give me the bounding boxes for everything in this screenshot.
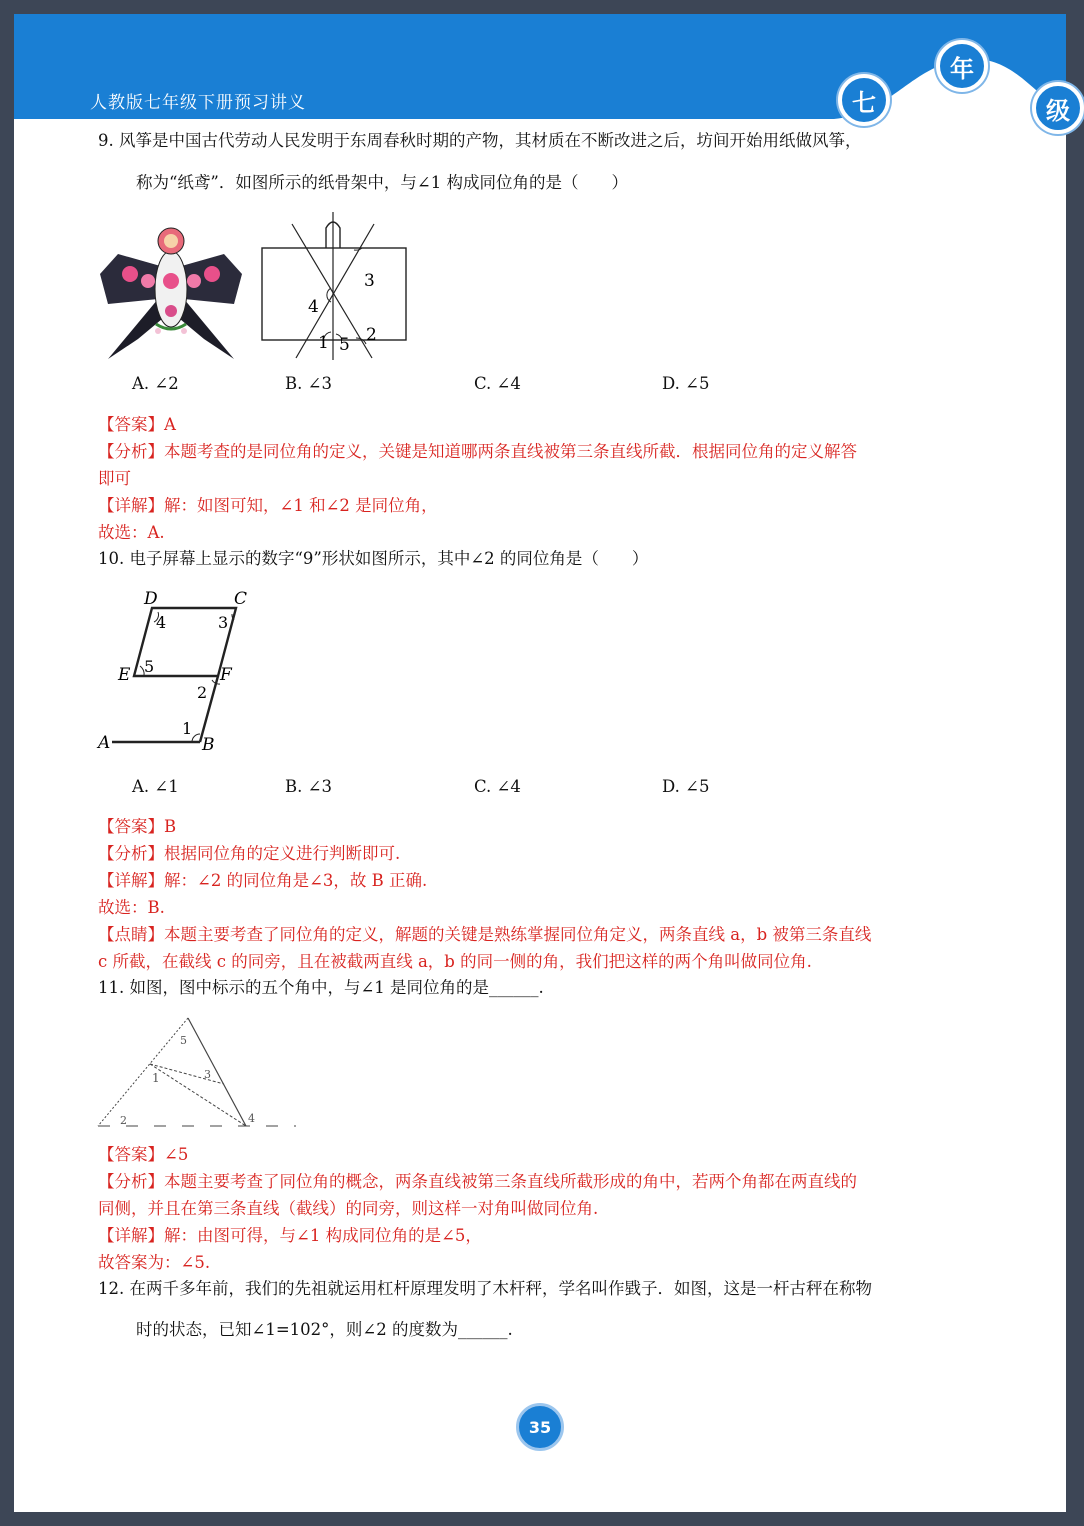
q9-choose: 故选：A.: [98, 523, 165, 542]
q9-fig-label-5: 5: [339, 335, 350, 355]
q11-label-3: 3: [204, 1068, 211, 1081]
triangle-diagram: [96, 1014, 306, 1134]
q10-option-c: C. ∠4: [474, 777, 521, 796]
q10-option-d: D. ∠5: [662, 777, 710, 796]
grade-badge-seven: 七: [838, 74, 890, 126]
q10-label-d: D: [144, 589, 158, 609]
q10-label-a: A: [98, 733, 111, 753]
q9-fig-label-2: 2: [366, 325, 377, 345]
q10-comment-line2: c 所截，在截线 c 的同旁，且在被截两直线 a，b 的同一侧的角，我们把这样的两个角叫做同位角.: [98, 952, 812, 971]
q10-label-f: F: [220, 665, 232, 685]
q10-option-b: B. ∠3: [285, 777, 332, 796]
q11-analysis-line2: 同侧，并且在第三条直线（截线）的同旁，则这样一对角叫做同位角.: [98, 1199, 599, 1218]
q9-fig-label-4: 4: [308, 297, 319, 317]
q11-label-2: 2: [120, 1114, 127, 1127]
q10-detail: 【详解】解：∠2 的同位角是∠3，故 B 正确.: [98, 871, 428, 890]
q12-line2: 时的状态，已知∠1=102°，则∠2 的度数为______.: [136, 1320, 513, 1339]
kite-image: [98, 219, 244, 359]
q10-label-3: 3: [218, 613, 229, 632]
q9-analysis-line1: 【分析】本题考查的是同位角的定义，关键是知道哪两条直线被第三条直线所截．根据同位角的定义解答: [98, 442, 857, 461]
q11-analysis-line1: 【分析】本题主要考查了同位角的概念，两条直线被第三条直线所截形成的角中，若两个角都在两直线的: [98, 1172, 857, 1191]
q10-label-e: E: [118, 665, 131, 685]
q10-label-4: 4: [156, 613, 167, 632]
q10-choose: 故选：B.: [98, 898, 165, 917]
q9-fig-label-3: 3: [364, 271, 375, 291]
q9-option-a: A. ∠2: [132, 374, 179, 393]
q10-label-b: B: [202, 735, 215, 755]
q10-label-1: 1: [182, 719, 193, 738]
q9-option-d: D. ∠5: [662, 374, 710, 393]
q11-line1: 11. 如图，图中标示的五个角中，与∠1 是同位角的是______.: [98, 978, 544, 997]
q11-result: 故答案为：∠5.: [98, 1253, 211, 1272]
q10-comment-line1: 【点睛】本题主要考查了同位角的定义，解题的关键是熟练掌握同位角定义，两条直线 a，b 被第三条直线: [98, 925, 872, 944]
q9-line2: 称为“纸鸢”．如图所示的纸骨架中，与∠1 构成同位角的是（ ）: [136, 173, 628, 192]
q11-label-5: 5: [180, 1034, 187, 1047]
q9-answer: 【答案】A: [98, 415, 176, 434]
q9-analysis-line2: 即可: [98, 469, 131, 488]
q9-option-b: B. ∠3: [285, 374, 332, 393]
q10-line1: 10. 电子屏幕上显示的数字“9”形状如图所示，其中∠2 的同位角是（ ）: [98, 549, 649, 568]
q11-label-1: 1: [152, 1071, 160, 1085]
header-title: 人教版七年级下册预习讲义: [90, 93, 306, 113]
q9-fig-label-1: 1: [318, 333, 329, 353]
kite-frame-diagram: [258, 210, 408, 362]
grade-badge-level: 级: [1032, 82, 1084, 134]
q9-option-c: C. ∠4: [474, 374, 521, 393]
q10-label-2: 2: [197, 683, 208, 702]
q9-detail: 【详解】解：如图可知，∠1 和∠2 是同位角，: [98, 496, 438, 515]
grade-badge-year: 年: [936, 40, 988, 92]
q11-label-4: 4: [248, 1112, 255, 1125]
q10-option-a: A. ∠1: [132, 777, 179, 796]
q10-answer: 【答案】B: [98, 817, 177, 836]
q12-line1: 12. 在两千多年前，我们的先祖就运用杠杆原理发明了木杆秤，学名叫作戥子．如图，这是一杆古秤在称物: [98, 1279, 872, 1298]
q10-label-5: 5: [144, 657, 155, 676]
q9-line1: 9. 风筝是中国古代劳动人民发明于东周春秋时期的产物，其材质在不断改进之后，坊间开始用纸做风筝，: [98, 131, 862, 150]
page: [14, 14, 1070, 1512]
q10-analysis: 【分析】根据同位角的定义进行判断即可.: [98, 844, 401, 863]
q11-answer: 【答案】∠5: [98, 1145, 189, 1164]
q10-label-c: C: [234, 589, 248, 609]
page-number: 35: [516, 1403, 564, 1451]
digit-nine-diagram: [96, 584, 266, 754]
q11-detail: 【详解】解：由图可得，与∠1 构成同位角的是∠5，: [98, 1226, 482, 1245]
